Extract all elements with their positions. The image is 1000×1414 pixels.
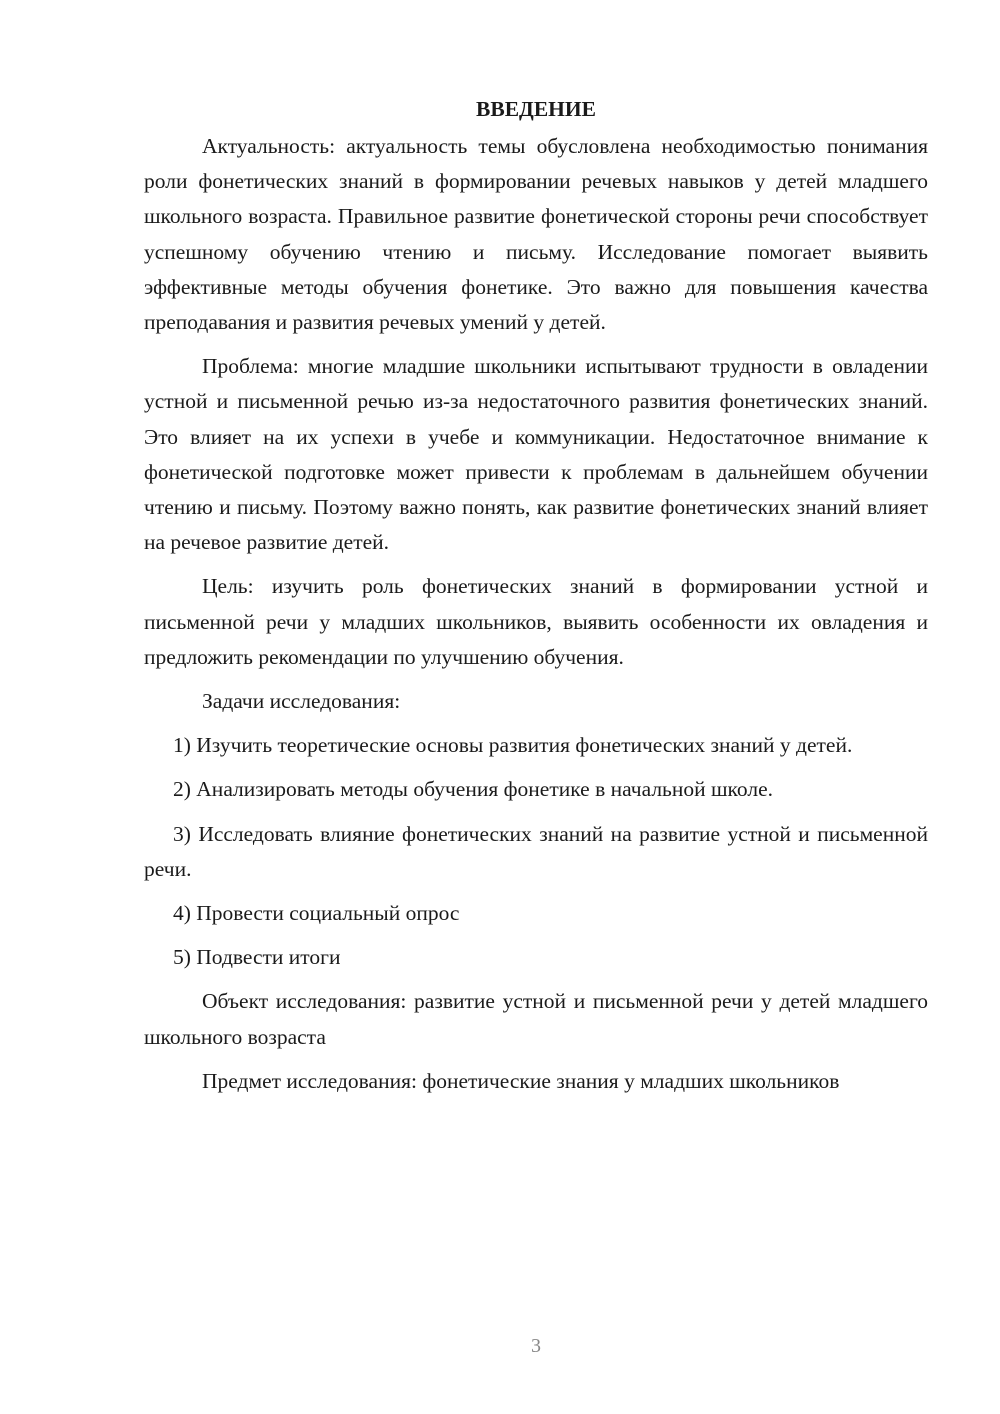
paragraph-goal: Цель: изучить роль фонетических знаний в формировании устной и письменной речи у младших школьников, выявить особенности их овладения и предложить рекомендации по улучшению обучения. <box>144 574 928 669</box>
page-number: 3 <box>531 1335 541 1357</box>
page-content <box>144 92 928 1108</box>
task-item-4: 4) Провести социальный опрос <box>173 901 460 926</box>
tasks-heading: Задачи исследования: <box>202 689 401 714</box>
paragraph-subject: Предмет исследования: фонетические знания у младших школьников <box>202 1068 840 1093</box>
paragraph-relevance: Актуальность: актуальность темы обусловлена необходимостью понимания роли фонетических знаний в формировании речевых навыков у детей младшего школьного возраста. Правильное развитие фонетической стороны речи способствует успешному обучению чтению и письму. Исследование помогает выявить эффективные методы обучения фонетике. Это важно для повышения качества преподавания и развития речевых умений у детей. <box>144 134 928 335</box>
task-item-3: 3) Исследовать влияние фонетических знаний на развитие устной и письменной речи. <box>144 821 928 881</box>
section-title: ВВЕДЕНИЕ <box>476 97 596 121</box>
task-item-1: 1) Изучить теоретические основы развития фонетических знаний у детей. <box>173 733 853 758</box>
paragraph-object: Объект исследования: развитие устной и письменной речи у детей младшего школьного возраста <box>144 989 928 1049</box>
task-item-2: 2) Анализировать методы обучения фонетике в начальной школе. <box>173 777 774 802</box>
task-item-5: 5) Подвести итоги <box>173 945 341 970</box>
paragraph-problem: Проблема: многие младшие школьники испытывают трудности в овладении устной и письменной речью из-за недостаточного развития фонетических знаний. Это влияет на их успехи в учебе и коммуникации. Недостаточное внимание к фонетической подготовке может привести к проблемам в дальнейшем обучении чтению и письму. Поэтому важно понять, как развитие фонетических знаний влияет на речевое развитие детей. <box>144 354 928 555</box>
